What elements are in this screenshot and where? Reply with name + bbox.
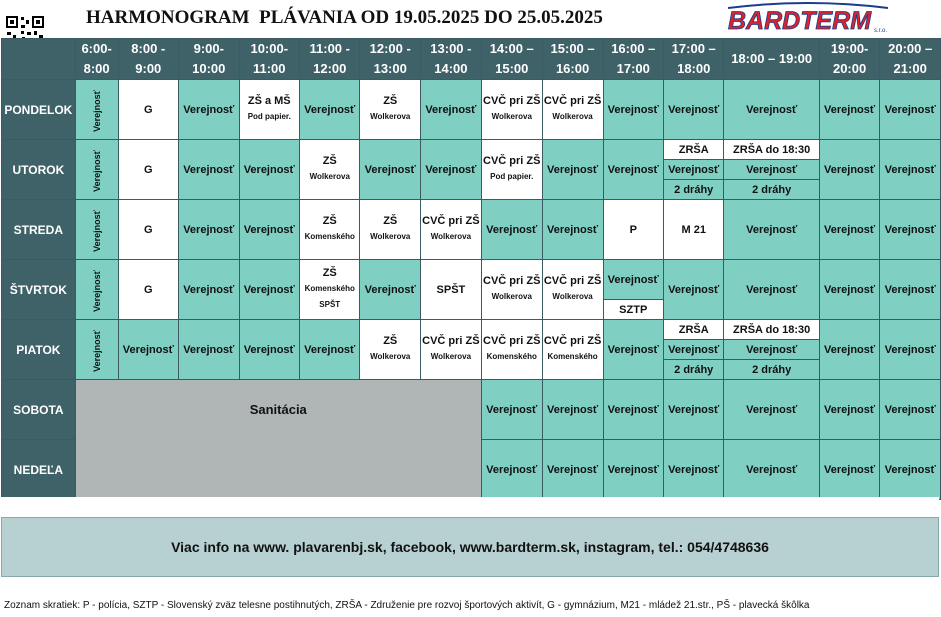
slot-cell: Verejnosť	[880, 440, 941, 500]
slot-sublabel: Pod papier.	[490, 172, 534, 181]
day-row-utorok	[2, 140, 941, 160]
slot-cell: ZRŠA do 18:30	[724, 320, 819, 340]
slot-cell: Verejnosť	[179, 260, 239, 320]
slot-cell: Verejnosť	[880, 140, 941, 200]
slot-label: ZŠ	[383, 335, 398, 347]
day-row-pondelok	[2, 80, 941, 110]
slot-cell: G	[118, 260, 178, 320]
slot-cell: Verejnosť	[420, 80, 481, 140]
time-header: 15:00 – 16:00	[542, 39, 603, 80]
slot-cell: P	[603, 200, 663, 260]
slot-cell: Verejnosť	[239, 320, 299, 380]
slot-sublabel: Wolkerova	[491, 292, 532, 301]
slot-label: CVČ pri ZŠ	[543, 335, 602, 347]
slot-label: CVČ pri ZŠ	[422, 335, 480, 347]
slot-sublabel: SPŠT	[319, 300, 341, 309]
slot-sublabel: Wolkerova	[370, 352, 411, 361]
slot-cell: Verejnosť	[481, 200, 542, 260]
slot-sublabel: Wolkerova	[491, 112, 532, 121]
time-header: 16:00 – 17:00	[603, 39, 663, 80]
slot-label: ZŠ	[383, 215, 398, 227]
slot-sublabel: Wolkerova	[552, 112, 593, 121]
page-title: HARMONOGRAM PLÁVANIA OD 19.05.2025 DO 25.05.2025	[86, 7, 603, 28]
slot-label: Verejnosť	[91, 89, 102, 132]
slot-cell: Verejnosť	[300, 80, 360, 140]
slot-cell: Verejnosť	[603, 260, 663, 300]
day-row-streda	[2, 200, 941, 230]
slot-cell: Verejnosť	[542, 200, 603, 260]
day-row-sobota	[2, 380, 941, 440]
day-row-piatok	[2, 320, 941, 340]
slot-cell: Verejnosť	[880, 380, 941, 440]
slot-cell: Verejnosť	[663, 440, 723, 500]
day-label: STREDA	[2, 200, 76, 260]
schedule-table	[1, 38, 941, 500]
slot-sublabel: Wolkerova	[430, 232, 472, 241]
slot-cell	[481, 140, 542, 200]
time-header: 18:00 – 19:00	[724, 39, 819, 80]
abbreviations-legend: Zoznam skratiek: P - polícia, SZTP - Slovenský zväz telesne postihnutých, ZRŠA - Združenie pre rozvoj športových aktivít, G - gymnázium, M21 - mládež 21.str., PŠ - plavecká škôlka	[4, 600, 810, 611]
slot-label: Verejnosť	[91, 149, 102, 192]
slot-label: Verejnosť	[91, 269, 102, 312]
time-header-row	[2, 39, 941, 80]
slot-cell: Verejnosť	[819, 320, 879, 380]
info-banner: Viac info na www. plavarenbj.sk, facebook, www.bardterm.sk, instagram, tel.: 054/4748636	[1, 517, 939, 577]
slot-cell: SZTP	[603, 300, 663, 320]
day-label: PONDELOK	[2, 80, 76, 140]
slot-cell: Verejnosť	[239, 140, 299, 200]
slot-cell	[300, 200, 360, 260]
slot-sublabel: Komenského	[547, 352, 598, 361]
slot-cell: Verejnosť	[724, 200, 819, 260]
slot-cell	[542, 260, 603, 320]
slot-cell	[75, 80, 118, 140]
logo-text: BARDTERM	[728, 7, 872, 34]
slot-label: Verejnosť	[91, 329, 102, 372]
time-header: 11:00 - 12:00	[300, 39, 360, 80]
slot-sublabel: Pod papier.	[247, 112, 291, 121]
slot-cell: Verejnosť	[603, 140, 663, 200]
slot-cell: Verejnosť	[819, 260, 879, 320]
time-header: 10:00- 11:00	[239, 39, 299, 80]
spacer	[1, 497, 939, 517]
slot-label: ZŠ a MŠ	[247, 95, 291, 107]
slot-sublabel: Komenského	[304, 232, 355, 241]
slot-cell: Verejnosť	[239, 200, 299, 260]
slot-cell: Verejnosť	[880, 200, 941, 260]
slot-cell: 2 dráhy	[663, 180, 723, 200]
time-header: 6:00-8:00	[75, 39, 118, 80]
slot-cell: Verejnosť	[819, 440, 879, 500]
slot-cell: Verejnosť	[239, 260, 299, 320]
slot-cell: Verejnosť	[819, 80, 879, 140]
slot-cell: Verejnosť	[819, 200, 879, 260]
slot-label: ZŠ	[322, 267, 337, 279]
slot-cell: Verejnosť	[603, 80, 663, 140]
slot-cell	[75, 140, 118, 200]
slot-cell: Verejnosť	[300, 320, 360, 380]
slot-cell: Verejnosť	[179, 320, 239, 380]
slot-sublabel: Wolkerova	[370, 232, 411, 241]
corner-cell	[2, 39, 76, 80]
slot-cell: Verejnosť	[603, 380, 663, 440]
slot-cell: Verejnosť	[819, 380, 879, 440]
slot-cell	[360, 80, 420, 140]
time-header: 8:00 - 9:00	[118, 39, 178, 80]
slot-cell: Verejnosť	[420, 140, 481, 200]
slot-label: CVČ pri ZŠ	[422, 215, 480, 227]
slot-cell: Verejnosť	[360, 140, 420, 200]
slot-label: CVČ pri ZŠ	[483, 95, 541, 107]
slot-cell	[360, 200, 420, 260]
slot-cell	[300, 260, 360, 320]
time-header: 9:00- 10:00	[179, 39, 239, 80]
slot-cell: Verejnosť	[880, 320, 941, 380]
slot-cell: Verejnosť	[542, 440, 603, 500]
slot-cell: ZRŠA do 18:30	[724, 140, 819, 160]
slot-cell: G	[118, 80, 178, 140]
slot-sublabel: Wolkerova	[370, 112, 411, 121]
slot-label: CVČ pri ZŠ	[543, 95, 602, 107]
time-header: 20:00 – 21:00	[880, 39, 941, 80]
slot-cell	[420, 200, 481, 260]
slot-label: CVČ pri ZŠ	[483, 275, 541, 287]
day-label: NEDEĽA	[2, 440, 76, 500]
slot-cell: Verejnosť	[481, 440, 542, 500]
slot-cell: M 21	[663, 200, 723, 260]
day-label: UTOROK	[2, 140, 76, 200]
time-header: 19:00- 20:00	[819, 39, 879, 80]
slot-sublabel: Komenského	[304, 284, 355, 293]
slot-cell: SPŠT	[420, 260, 481, 320]
slot-cell	[420, 320, 481, 380]
slot-cell: Verejnosť	[880, 260, 941, 320]
slot-cell: Verejnosť	[819, 140, 879, 200]
slot-label: CVČ pri ZŠ	[483, 335, 541, 347]
time-header: 17:00 – 18:00	[663, 39, 723, 80]
slot-cell: Verejnosť	[724, 260, 819, 320]
slot-cell: Verejnosť	[179, 200, 239, 260]
slot-cell: Verejnosť	[118, 320, 178, 380]
day-label: ŠTVRTOK	[2, 260, 76, 320]
slot-cell: Verejnosť	[360, 260, 420, 320]
time-header: 14:00 – 15:00	[481, 39, 542, 80]
slot-cell	[481, 320, 542, 380]
slot-cell: Verejnosť	[663, 160, 723, 180]
slot-cell: G	[118, 140, 178, 200]
slot-cell: 2 dráhy	[663, 360, 723, 380]
bardterm-logo	[722, 2, 894, 34]
slot-cell: Verejnosť	[724, 340, 819, 360]
slot-label: CVČ pri ZŠ	[543, 275, 602, 287]
time-header: 13:00 - 14:00	[420, 39, 481, 80]
day-row-stvrtok	[2, 260, 941, 300]
time-header: 12:00 - 13:00	[360, 39, 420, 80]
sanitation-block: Sanitácia	[75, 380, 481, 500]
slot-cell: Verejnosť	[724, 380, 819, 440]
slot-cell	[75, 200, 118, 260]
slot-cell: Verejnosť	[880, 80, 941, 140]
slot-cell	[481, 260, 542, 320]
slot-label: Verejnosť	[91, 209, 102, 252]
slot-cell: Verejnosť	[724, 160, 819, 180]
slot-cell: Verejnosť	[603, 440, 663, 500]
slot-cell: ZRŠA	[663, 320, 723, 340]
logo-suffix: s.r.o.	[874, 28, 888, 34]
slot-cell: ZRŠA	[663, 140, 723, 160]
slot-cell: Verejnosť	[724, 80, 819, 140]
slot-cell: Verejnosť	[603, 320, 663, 380]
slot-cell	[542, 320, 603, 380]
slot-cell: Verejnosť	[179, 80, 239, 140]
slot-cell	[300, 140, 360, 200]
slot-sublabel: Komenského	[486, 352, 537, 361]
slot-cell: Verejnosť	[179, 140, 239, 200]
slot-label: CVČ pri ZŠ	[483, 155, 541, 167]
slot-cell	[239, 80, 299, 140]
slot-cell: Verejnosť	[663, 260, 723, 320]
slot-cell: Verejnosť	[724, 440, 819, 500]
slot-label: ZŠ	[322, 215, 337, 227]
slot-cell	[542, 80, 603, 140]
slot-cell	[75, 320, 118, 380]
slot-cell	[481, 80, 542, 140]
slot-cell: Verejnosť	[663, 80, 723, 140]
slot-cell: 2 dráhy	[724, 180, 819, 200]
slot-cell: Verejnosť	[542, 380, 603, 440]
slot-sublabel: Wolkerova	[430, 352, 472, 361]
slot-label: ZŠ	[322, 155, 337, 167]
day-label: SOBOTA	[2, 380, 76, 440]
slot-sublabel: Wolkerova	[552, 292, 593, 301]
slot-cell	[360, 320, 420, 380]
slot-cell: Verejnosť	[542, 140, 603, 200]
day-label: PIATOK	[2, 320, 76, 380]
slot-cell	[75, 260, 118, 320]
slot-cell: Verejnosť	[663, 380, 723, 440]
slot-sublabel: Wolkerova	[309, 172, 350, 181]
slot-label: ZŠ	[383, 95, 398, 107]
slot-cell: Verejnosť	[663, 340, 723, 360]
slot-cell: Verejnosť	[481, 380, 542, 440]
slot-cell: 2 dráhy	[724, 360, 819, 380]
slot-cell: G	[118, 200, 178, 260]
